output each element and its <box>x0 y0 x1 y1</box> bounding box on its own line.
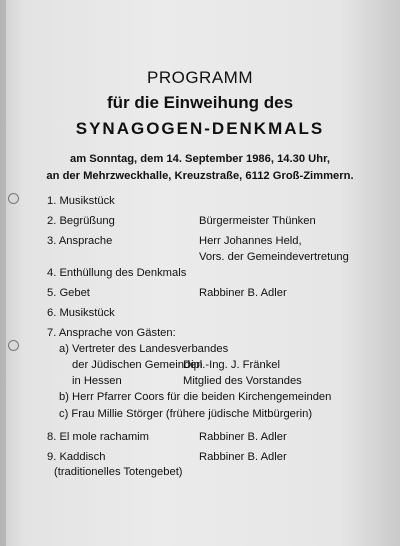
guest-a-line1: a) Vertreter des Landesverbandes <box>59 343 229 355</box>
guest-c: c) Frau Millie Störger (frühere jüdische Mitbürgerin) <box>59 408 313 420</box>
program-item-1: 1. Musikstück <box>47 195 115 207</box>
guest-a-person2: Mitglied des Vorstandes <box>183 375 302 387</box>
program-item-2-person: Bürgermeister Thünken <box>199 215 316 227</box>
place-line: an der Mehrzweckhalle, Kreuzstraße, 6112 Groß-Zimmern. <box>46 170 354 182</box>
program-item-9: 9. Kaddisch <box>47 451 106 463</box>
guest-b: b) Herr Pfarrer Coors für die beiden Kirchengemeinden <box>59 391 332 403</box>
program-item-2: 2. Begrüßung <box>47 215 115 227</box>
punch-hole-bottom <box>8 340 19 351</box>
guest-a-person1: Dipl.-Ing. J. Fränkel <box>183 359 280 371</box>
program-item-6: 6. Musikstück <box>47 307 115 319</box>
program-title: PROGRAMM <box>147 68 253 87</box>
program-item-4: 4. Enthüllung des Denkmals <box>47 267 187 279</box>
program-item-3-person: Herr Johannes Held, <box>199 235 302 247</box>
program-item-5-person: Rabbiner B. Adler <box>199 287 287 299</box>
program-item-8: 8. El mole rachamim <box>47 431 149 443</box>
program-subtitle: für die Einweihung des <box>106 93 294 112</box>
program-item-9-person: Rabbiner B. Adler <box>199 451 287 463</box>
punch-hole-top <box>8 193 19 204</box>
guest-a-line3: in Hessen <box>72 375 122 387</box>
program-item-9-line2: (traditionelles Totengebet) <box>54 466 183 478</box>
guest-a-line2: der Jüdischen Gemeinden <box>72 359 203 371</box>
program-item-5: 5. Gebet <box>47 287 90 299</box>
program-item-8-person: Rabbiner B. Adler <box>199 431 287 443</box>
date-line: am Sonntag, dem 14. September 1986, 14.30 Uhr, <box>70 153 330 165</box>
program-item-3: 3. Ansprache <box>47 235 113 247</box>
program-item-3-person-line2: Vors. der Gemeindevertretung <box>199 251 349 263</box>
program-headline: SYNAGOGEN-DENKMALS <box>75 119 325 138</box>
program-item-7: 7. Ansprache von Gästen: <box>47 327 176 339</box>
